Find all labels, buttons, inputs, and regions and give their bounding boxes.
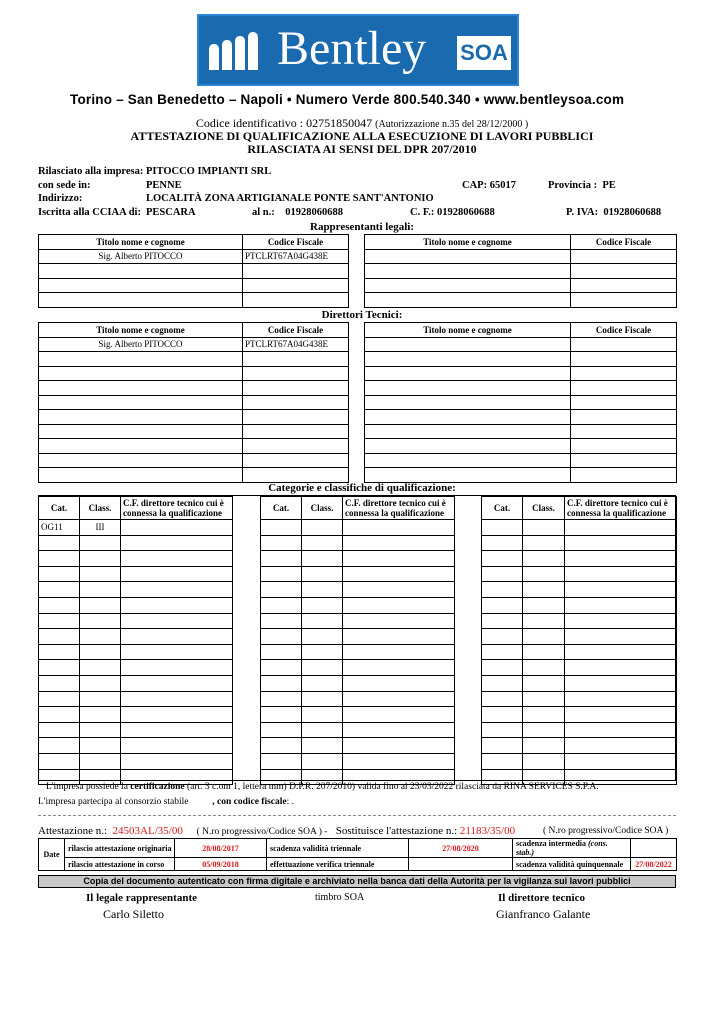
col-cat-header: Cat. — [39, 497, 80, 520]
table-row — [482, 629, 677, 645]
director-signature-name: Gianfranco Galante — [496, 907, 591, 921]
table-row — [39, 381, 349, 396]
table-row — [365, 337, 677, 352]
verify-label: effettuazione verifica triennale — [267, 858, 409, 871]
table-row — [39, 278, 349, 293]
brand-suffix: SOA — [457, 36, 511, 70]
table-row — [365, 249, 677, 264]
col-class-header: Class. — [302, 497, 343, 520]
table-row — [365, 468, 677, 483]
separator — [38, 815, 676, 816]
quinquennial-label: scadenza validità quinquennale — [513, 858, 631, 871]
col-name-header: Titolo nome e cognome — [365, 235, 571, 250]
tech-directors-table-left — [38, 322, 349, 483]
table-row — [261, 660, 455, 676]
col-name-header: Titolo nome e cognome — [365, 323, 571, 338]
seat-label: con sede in: — [38, 180, 91, 191]
identification-code: Codice identificativo : 02751850047 (Autorizzazione n.35 del 28/12/2000 ) — [195, 116, 529, 130]
bentley-soa-logo — [197, 14, 519, 86]
table-row — [261, 597, 455, 613]
table-row — [365, 395, 677, 410]
col-cf-director-header: C.F. direttore tecnico cui è connessa la qualificazione — [343, 497, 455, 520]
category-code: OG11 — [39, 520, 80, 536]
col-name-header: Titolo nome e cognome — [39, 235, 243, 250]
table-row — [39, 707, 233, 723]
table-row — [39, 410, 349, 425]
table-row — [261, 629, 455, 645]
orig-label: rilascio attestazione originaria — [65, 839, 175, 858]
table-row — [261, 535, 455, 551]
table-row — [39, 629, 233, 645]
table-row — [39, 691, 233, 707]
categories-table-3 — [481, 496, 677, 785]
col-cf-header: Codice Fiscale — [243, 235, 349, 250]
table-row — [482, 660, 677, 676]
table-row — [482, 597, 677, 613]
orig-value: 28/08/2017 — [175, 839, 267, 858]
attestation-note-2: ( N.ro progressivo/Codice SOA ) — [543, 826, 669, 836]
table-row — [482, 644, 677, 660]
certification-line: L'impresa possiede la certificazione (art. 3 c.om 1, lettera mm) D.P.R. 207/2010) valida fino al 23/03/2022 rilasciata da RINA SERVICES S.P.A. — [46, 782, 599, 792]
released-value: PITOCCO IMPIANTI SRL — [146, 166, 272, 177]
col-cf-header: Codice Fiscale — [571, 323, 677, 338]
table-row — [39, 424, 349, 439]
released-label: Rilasciato alla impresa: — [38, 166, 144, 177]
contact-line: Torino – San Benedetto – Napoli • Numero Verde 800.540.340 • www.bentleysoa.com — [70, 92, 625, 107]
table-row — [261, 566, 455, 582]
table-row — [365, 439, 677, 454]
table-row — [365, 424, 677, 439]
bentley-emblem-icon — [205, 26, 269, 74]
table-row — [482, 535, 677, 551]
table-row — [365, 264, 677, 279]
attestation-line: Attestazione n.: 24503AL/35/00 ( N.ro progressivo/Codice SOA ) - Sostituisce l'attestazione n.: 21183/35/00 — [38, 825, 516, 837]
tech-directors-title: Direttori Tecnici: — [321, 309, 403, 321]
table-row — [261, 675, 455, 691]
col-cf-director-header: C.F. direttore tecnico cui è connessa la qualificazione — [121, 497, 233, 520]
tech-directors-table-right — [364, 322, 677, 483]
table-row — [39, 644, 233, 660]
document-subtitle: RILASCIATA AI SENSI DEL DPR 207/2010 — [247, 142, 477, 156]
table-row — [39, 722, 233, 738]
province-field: Provincia : PE — [548, 180, 616, 191]
table-row — [365, 293, 677, 308]
table-row — [482, 613, 677, 629]
legal-reps-title: Rappresentanti legali: — [310, 221, 414, 233]
table-row — [39, 753, 233, 769]
table-row — [39, 293, 349, 308]
table-row — [482, 722, 677, 738]
table-row — [261, 722, 455, 738]
director-title: Il direttore tecnico — [498, 892, 585, 904]
table-row — [39, 337, 349, 352]
table-row — [365, 453, 677, 468]
table-row — [39, 520, 233, 536]
registration-number: al n.: 01928060688 — [252, 207, 344, 218]
triennial-value: 27/08/2020 — [409, 839, 513, 858]
brand-name: Bentley — [277, 22, 427, 75]
tech-director-name: Sig. Alberto PITOCCO — [39, 337, 243, 352]
legal-rep-cf: PTCLRT67A04G438E — [243, 249, 349, 264]
dates-table — [38, 838, 677, 871]
categories-title: Categorie e classifiche di qualificazione: — [268, 482, 456, 494]
table-row — [39, 738, 233, 754]
table-row — [482, 520, 677, 536]
table-row — [39, 439, 349, 454]
table-row — [365, 410, 677, 425]
table-row — [482, 582, 677, 598]
current-label: rilascio attestazione in corso — [65, 858, 175, 871]
table-row — [39, 366, 349, 381]
table-row — [482, 753, 677, 769]
table-row — [261, 707, 455, 723]
table-row — [261, 613, 455, 629]
table-row — [39, 249, 349, 264]
table-row — [39, 468, 349, 483]
table-row — [39, 551, 233, 567]
quinquennial-value: 27/08/2022 — [631, 858, 677, 871]
col-cat-header: Cat. — [482, 497, 523, 520]
table-row — [39, 535, 233, 551]
tech-director-cf: PTCLRT67A04G438E — [243, 337, 349, 352]
col-cf-director-header: C.F. direttore tecnico cui è connessa la qualificazione — [565, 497, 677, 520]
categories-table-1 — [38, 496, 233, 785]
legal-reps-table-right — [364, 234, 677, 308]
triennial-label: scadenza validità triennale — [267, 839, 409, 858]
table-row — [482, 551, 677, 567]
col-name-header: Titolo nome e cognome — [39, 323, 243, 338]
legal-rep-title: Il legale rappresentante — [86, 892, 198, 904]
seat-value: PENNE — [146, 180, 182, 191]
col-class-header: Class. — [80, 497, 121, 520]
table-row — [482, 675, 677, 691]
table-row — [39, 453, 349, 468]
legal-reps-table-left — [38, 234, 349, 308]
table-row — [39, 264, 349, 279]
table-row — [482, 707, 677, 723]
address-value: LOCALITÀ ZONA ARTIGIANALE PONTE SANT'ANTONIO — [146, 193, 434, 204]
table-row — [261, 738, 455, 754]
legal-rep-name: Sig. Alberto PITOCCO — [39, 249, 243, 264]
category-class: III — [80, 520, 121, 536]
intermediate-label: scadenza intermedia (cons. stab.) — [513, 839, 631, 858]
table-row — [39, 660, 233, 676]
table-row — [261, 644, 455, 660]
legal-rep-signature-name: Carlo Siletto — [103, 907, 164, 921]
table-row — [39, 613, 233, 629]
table-row — [365, 366, 677, 381]
table-row — [365, 352, 677, 367]
current-value: 05/09/2018 — [175, 858, 267, 871]
fiscal-code: C. F.: 01928060688 — [410, 207, 495, 218]
table-row — [39, 352, 349, 367]
table-row — [261, 551, 455, 567]
date-label: Date — [39, 839, 65, 871]
col-cat-header: Cat. — [261, 497, 302, 520]
table-row — [365, 381, 677, 396]
table-row — [39, 675, 233, 691]
table-row — [261, 582, 455, 598]
table-row — [482, 738, 677, 754]
table-row — [482, 691, 677, 707]
authentication-banner: Copia del documento autenticato con firma digitale e archiviato nella banca dati della Autorità per la vigilanza sui lavori pubblici — [38, 875, 676, 888]
table-row — [261, 520, 455, 536]
soa-stamp-label: timbro SOA — [315, 892, 365, 903]
cciaa-value: PESCARA — [146, 207, 196, 218]
col-cf-header: Codice Fiscale — [243, 323, 349, 338]
document-title: ATTESTAZIONE DI QUALIFICAZIONE ALLA ESECUZIONE DI LAVORI PUBBLICI — [130, 129, 594, 143]
table-row — [261, 691, 455, 707]
categories-table-2 — [260, 496, 455, 785]
cap-field: CAP: 65017 — [462, 180, 516, 191]
table-row — [261, 753, 455, 769]
cciaa-label: Iscritta alla CCIAA di: — [38, 207, 141, 218]
consortium-line: L'impresa partecipa al consorzio stabile , con codice fiscale: . — [38, 797, 295, 807]
col-class-header: Class. — [523, 497, 565, 520]
table-row — [39, 395, 349, 410]
table-row — [39, 566, 233, 582]
table-row — [39, 582, 233, 598]
table-row — [482, 566, 677, 582]
col-cf-header: Codice Fiscale — [571, 235, 677, 250]
table-row — [365, 278, 677, 293]
address-label: Indirizzo: — [38, 193, 83, 204]
vat-number: P. IVA: 01928060688 — [566, 207, 662, 218]
table-row — [39, 597, 233, 613]
